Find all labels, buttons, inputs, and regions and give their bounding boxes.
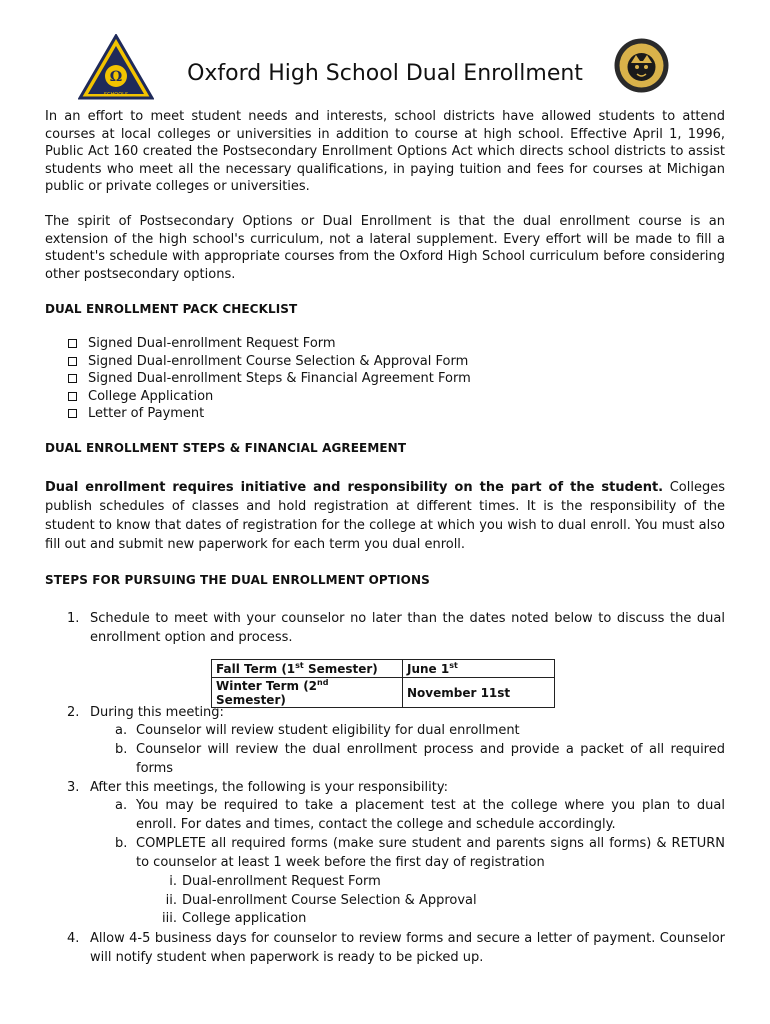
- checklist-item: [68, 405, 471, 423]
- substep-label: b.: [115, 836, 128, 851]
- substep-label: a.: [115, 798, 128, 813]
- svg-text:Ω: Ω: [109, 69, 123, 85]
- svg-text:SCHOOLS: SCHOOLS: [103, 92, 129, 98]
- checklist-item-label: Signed Dual-enrollment Steps & Financial Agreement Form: [88, 371, 471, 386]
- checklist-item-label: College Application: [88, 388, 214, 404]
- checkbox-icon: [68, 392, 77, 401]
- agreement-body: Colleges publish schedules of classes and hold registration at different times. It is the responsibility of the student to know that dates of registration for the college at which you wish to dual enroll. You must also fill out and submit new paperwork for each term you dual enroll.: [45, 480, 725, 552]
- agreement-heading: DUAL ENROLLMENT STEPS & FINANCIAL AGREEMENT: [45, 441, 407, 455]
- checklist-heading: DUAL ENROLLMENT PACK CHECKLIST: [45, 302, 298, 316]
- term-deadlines-table: [211, 659, 555, 708]
- step-2-text: During this meeting:: [90, 705, 224, 720]
- checklist-item: [68, 335, 471, 353]
- checkbox-icon: [68, 339, 77, 348]
- checkbox-icon: [68, 374, 77, 383]
- roman-label: i.: [169, 874, 177, 889]
- checklist-item-label: Signed Dual-enrollment Request Form: [88, 336, 336, 351]
- step-number: 1.: [67, 611, 80, 626]
- roman-label: ii.: [165, 893, 177, 908]
- steps-heading: STEPS FOR PURSUING THE DUAL ENROLLMENT OPTIONS: [45, 573, 430, 587]
- checkbox-icon: [68, 357, 77, 366]
- table-row: [212, 660, 555, 678]
- checklist-item-label: Signed Dual-enrollment Course Selection & Approval Form: [88, 353, 469, 369]
- date-cell: November 11st: [403, 678, 555, 708]
- intro-paragraph-1: In an effort to meet student needs and interests, school districts have allowed students to attend courses at local colleges or universities in addition to course at high school. Effective April 1, 1996, Public Act 160 created the Postsecondary Enrollment Options Act which directs school districts to assist students who meet all the necessary qualifications, in paying tuition and fees for courses at Michigan public or private colleges or universities.: [45, 109, 725, 194]
- roman-label: iii.: [162, 911, 177, 926]
- term-cell: Winter Term (2nd Semester): [212, 678, 403, 708]
- checklist: [68, 335, 471, 423]
- step-number: 3.: [67, 780, 80, 795]
- date-cell: June 1st: [403, 660, 555, 678]
- checklist-item-label: Letter of Payment: [88, 406, 205, 421]
- term-cell: Fall Term (1st Semester): [212, 660, 403, 678]
- substep-2a-text: Counselor will review student eligibility for dual enrollment: [136, 723, 520, 738]
- oxford-schools-logo-icon: [78, 34, 154, 100]
- checklist-item: [68, 353, 471, 371]
- agreement-bold-lead: Dual enrollment requires initiative and responsibility on the part of the student.: [45, 480, 664, 495]
- substep-label: b.: [115, 742, 128, 757]
- substep-label: a.: [115, 723, 128, 738]
- substep-3b-text: COMPLETE all required forms (make sure student and parents signs all forms) & RETURN to counselor at least 1 week before the first day of registration: [136, 836, 725, 870]
- step-number: 2.: [67, 705, 80, 720]
- checkbox-icon: [68, 409, 77, 418]
- roman-item-text: College application: [182, 911, 307, 926]
- agreement-paragraph: [45, 478, 725, 554]
- checklist-item: [68, 388, 471, 406]
- step-4-text: Allow 4-5 business days for counselor to review forms and secure a letter of payment. Counselor will notify student when paperwork is ready to be picked up.: [90, 931, 725, 965]
- intro-paragraph-2: The spirit of Postsecondary Options or Dual Enrollment is that the dual enrollment course is an extension of the high school's curriculum, not a lateral supplement. Every effort will be made to fill a student's schedule with appropriate courses from the Oxford High School curriculum before considering other postsecondary options.: [45, 214, 725, 282]
- oxford-wildcats-seal-icon: [613, 37, 670, 94]
- checklist-item: [68, 370, 471, 388]
- table-row: [212, 678, 555, 708]
- step-1-text: Schedule to meet with your counselor no later than the dates noted below to discuss the dual enrollment option and process.: [90, 611, 725, 645]
- page-title: Oxford High School Dual Enrollment: [187, 60, 583, 86]
- substep-3a-text: You may be required to take a placement test at the college where you plan to dual enroll. For dates and times, contact the college and schedule accordingly.: [136, 798, 725, 832]
- roman-item-text: Dual-enrollment Course Selection & Approval: [182, 893, 477, 908]
- roman-item-text: Dual-enrollment Request Form: [182, 874, 381, 889]
- step-number: 4.: [67, 931, 80, 946]
- step-3-text: After this meetings, the following is your responsibility:: [90, 780, 448, 795]
- substep-2b-text: Counselor will review the dual enrollment process and provide a packet of all required forms: [136, 742, 725, 776]
